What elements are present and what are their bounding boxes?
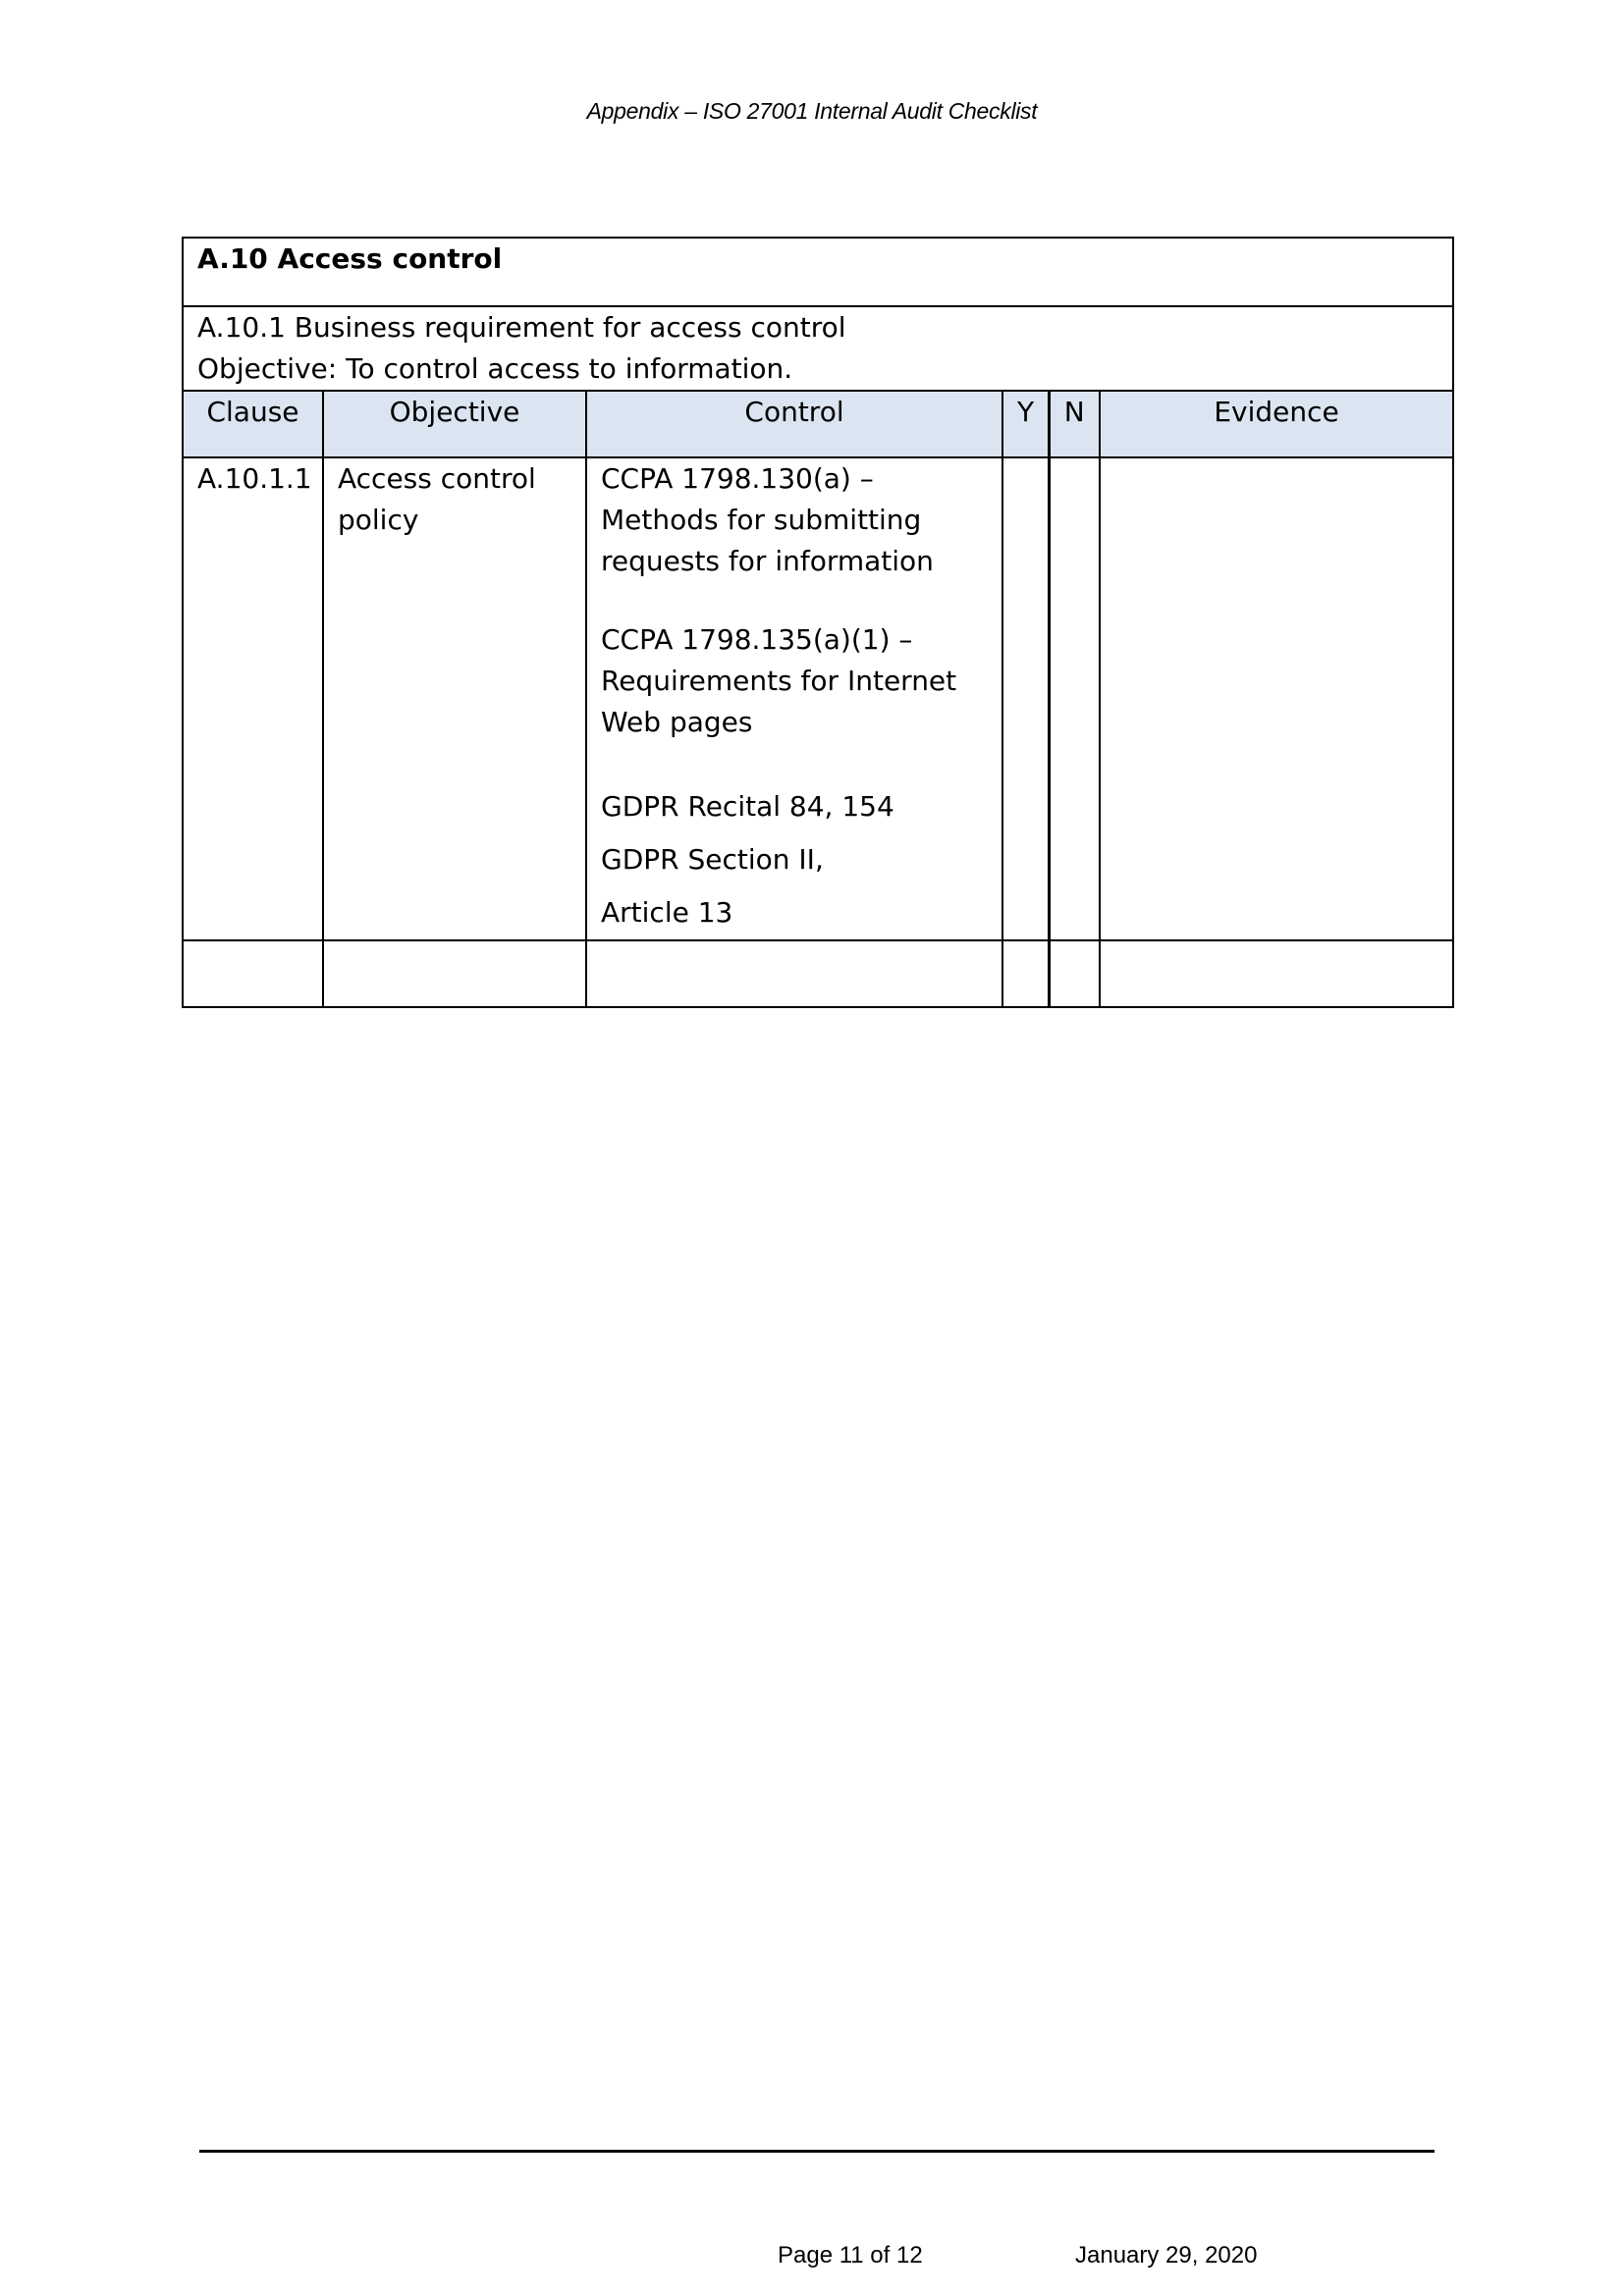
- column-header-n: N: [1049, 391, 1100, 457]
- cell-control: [586, 940, 1002, 1007]
- cell-y[interactable]: [1002, 457, 1049, 940]
- audit-checklist-table: [182, 237, 1454, 1008]
- cell-objective: Access control policy: [323, 457, 586, 940]
- column-header-y: Y: [1002, 391, 1049, 457]
- section-title-row: [183, 238, 1453, 306]
- control-line: GDPR Section II,: [601, 843, 824, 876]
- footer-divider: [199, 2150, 1435, 2153]
- cell-evidence[interactable]: [1100, 940, 1453, 1007]
- column-header-objective: Objective: [323, 391, 586, 457]
- cell-evidence[interactable]: [1100, 457, 1453, 940]
- cell-control: [586, 457, 1002, 940]
- cell-clause: [183, 940, 323, 1007]
- page-header-title: Appendix – ISO 27001 Internal Audit Checklist: [586, 98, 1038, 124]
- cell-n[interactable]: [1049, 940, 1100, 1007]
- section-title: A.10 Access control: [183, 238, 1453, 306]
- column-header-clause: Clause: [183, 391, 323, 457]
- cell-n[interactable]: [1049, 457, 1100, 940]
- subsection-cell: [183, 306, 1453, 391]
- cell-y[interactable]: [1002, 940, 1049, 1007]
- cell-objective: [323, 940, 586, 1007]
- subsection-title: A.10.1 Business requirement for access control: [197, 311, 846, 344]
- cell-clause: A.10.1.1: [183, 457, 323, 940]
- footer-page-number: Page 11 of 12: [778, 2242, 923, 2269]
- table-row: [183, 940, 1453, 1007]
- control-line: Article 13: [601, 896, 733, 929]
- column-header-evidence: Evidence: [1100, 391, 1453, 457]
- column-header-control: Control: [586, 391, 1002, 457]
- control-item: CCPA 1798.130(a) – Methods for submitting requests for information: [601, 462, 934, 577]
- table-header-row: [183, 391, 1453, 457]
- control-line: GDPR Recital 84, 154: [601, 790, 894, 823]
- subsection-row: [183, 306, 1453, 391]
- control-item: CCPA 1798.135(a)(1) – Requirements for Internet Web pages: [601, 623, 957, 738]
- subsection-objective: Objective: To control access to information.: [197, 352, 793, 385]
- table-row: [183, 457, 1453, 940]
- footer-date: January 29, 2020: [1075, 2242, 1258, 2269]
